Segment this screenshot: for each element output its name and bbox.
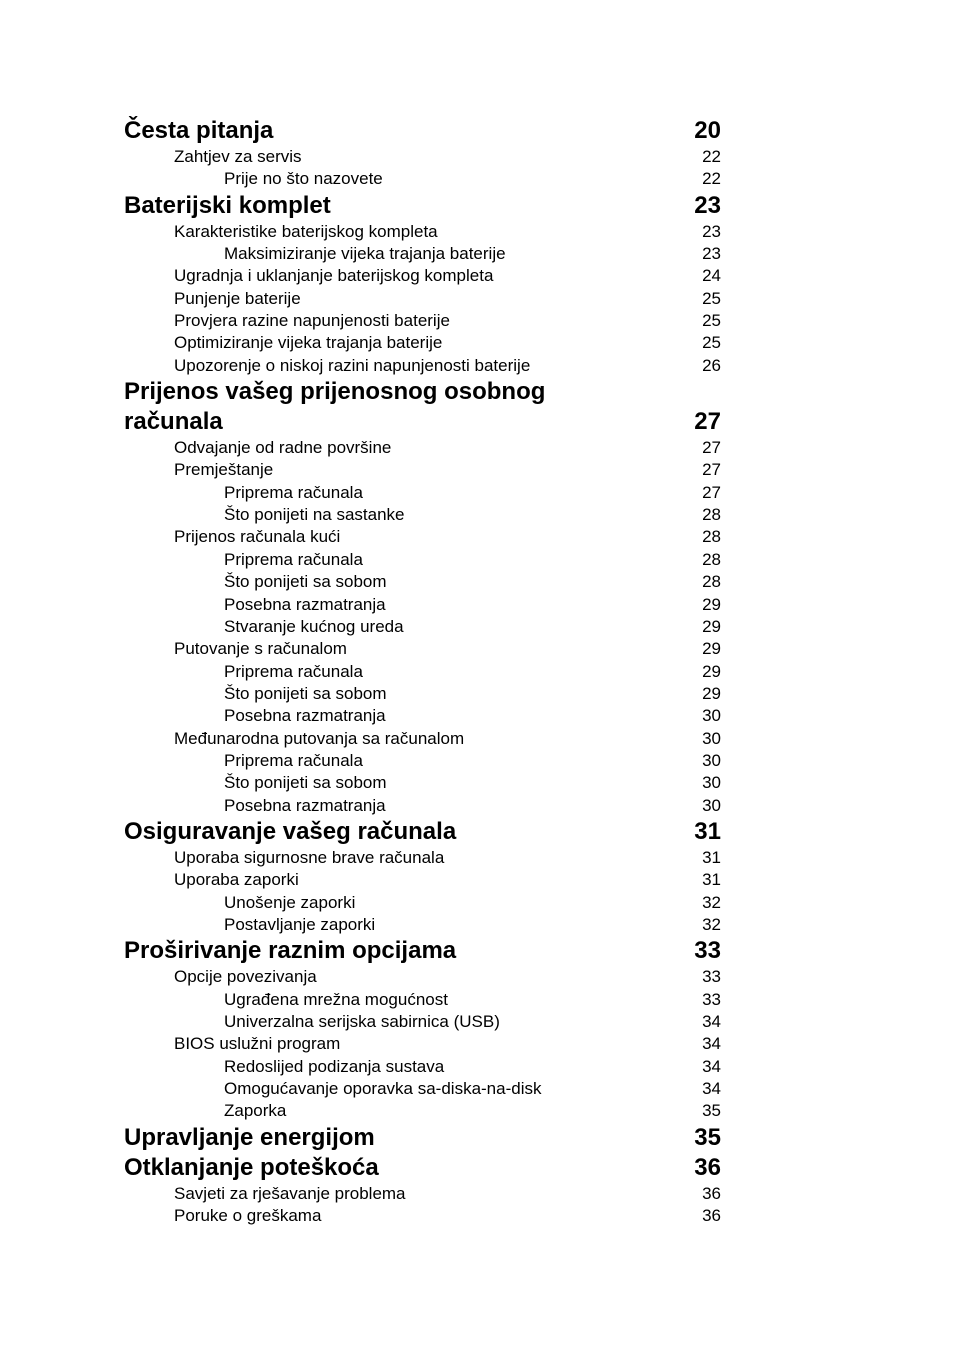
- toc-entry-label: Upozorenje o niskoj razini napunjenosti baterije: [174, 355, 531, 375]
- toc-page-number: 28: [702, 549, 721, 569]
- toc-entry-label: Postavljanje zaporki: [224, 914, 376, 934]
- toc-subsection-entry[interactable]: [124, 989, 721, 1011]
- toc-section-entry[interactable]: [124, 1033, 721, 1055]
- toc-subsection-entry[interactable]: [124, 243, 721, 265]
- toc-page-number: 35: [694, 1123, 721, 1151]
- toc-entry-label: Punjenje baterije: [174, 288, 301, 308]
- toc-entry-label: Univerzalna serijska sabirnica (USB): [224, 1012, 500, 1031]
- toc-chapter-entry[interactable]: [124, 116, 721, 146]
- toc-entry-continuation: [124, 407, 721, 437]
- toc-entry-label: Uporaba sigurnosne brave računala: [174, 847, 445, 867]
- toc-page-number: 24: [702, 266, 721, 286]
- toc-page-number: 31: [694, 817, 721, 845]
- toc-entry-label: Ugradnja i uklanjanje baterijskog kompleta: [174, 266, 494, 286]
- toc-subsection-entry[interactable]: [124, 594, 721, 616]
- toc-section-entry[interactable]: [124, 288, 721, 310]
- toc-section-entry[interactable]: [124, 355, 721, 377]
- toc-page-number: 35: [702, 1101, 721, 1121]
- toc-chapter-entry[interactable]: [124, 1153, 721, 1183]
- toc-section-entry[interactable]: [124, 459, 721, 481]
- toc-page-number: 32: [702, 914, 721, 934]
- toc-section-entry[interactable]: [124, 638, 721, 660]
- toc-entry-label: Prije no što nazovete: [224, 169, 383, 189]
- toc-page-number: 27: [702, 482, 721, 502]
- toc-page-number: 25: [702, 288, 721, 308]
- toc-page-number: 29: [702, 683, 721, 703]
- toc-entry-label: Odvajanje od radne površine: [174, 438, 392, 458]
- toc-subsection-entry[interactable]: [124, 705, 721, 727]
- toc-entry-label: Zaporka: [224, 1101, 287, 1121]
- toc-subsection-entry[interactable]: [124, 750, 721, 772]
- toc-entry-label: Što ponijeti sa sobom: [224, 773, 387, 793]
- toc-entry-label: Redoslijed podizanja sustava: [224, 1056, 445, 1076]
- toc-subsection-entry[interactable]: [124, 914, 721, 936]
- toc-subsection-entry[interactable]: [124, 549, 721, 571]
- toc-subsection-entry[interactable]: [124, 683, 721, 705]
- toc-page-number: 34: [702, 1079, 721, 1099]
- toc-entry-label: Omogućavanje oporavka sa-diska-na-disk: [224, 1079, 542, 1099]
- toc-entry-label: Česta pitanja: [124, 117, 274, 144]
- toc-page-number: 30: [702, 706, 721, 726]
- toc-page-number: 26: [702, 355, 721, 375]
- toc-page-number: 33: [702, 967, 721, 987]
- toc-page-number: 34: [702, 1056, 721, 1076]
- toc-section-entry[interactable]: [124, 310, 721, 332]
- toc-page-number: 23: [702, 221, 721, 241]
- toc-page-number: 25: [702, 311, 721, 331]
- toc-page-number: 27: [702, 438, 721, 458]
- toc-page-number: 28: [702, 572, 721, 592]
- toc-entry-label: Stvaranje kućnog ureda: [224, 616, 404, 636]
- toc-page-number: 30: [702, 795, 721, 815]
- toc-section-entry[interactable]: [124, 869, 721, 891]
- toc-entry-label: Poruke o greškama: [174, 1206, 322, 1226]
- toc-page-number: 30: [702, 773, 721, 793]
- toc-entry-label: Opcije povezivanja: [174, 967, 317, 987]
- toc-chapter-entry[interactable]: [124, 377, 721, 437]
- toc-section-entry[interactable]: [124, 265, 721, 287]
- toc-chapter-entry[interactable]: [124, 936, 721, 966]
- toc-entry-label: Posebna razmatranja: [224, 594, 386, 614]
- toc-section-entry[interactable]: [124, 437, 721, 459]
- toc-entry-label: BIOS uslužni program: [174, 1034, 341, 1054]
- toc-entry-label: Optimiziranje vijeka trajanja baterije: [174, 333, 443, 353]
- toc-page-number: 29: [702, 616, 721, 636]
- toc-subsection-entry[interactable]: [124, 504, 721, 526]
- toc-page-number: 30: [702, 728, 721, 748]
- toc-section-entry[interactable]: [124, 847, 721, 869]
- toc-subsection-entry[interactable]: [124, 1078, 721, 1100]
- toc-entry-label: Što ponijeti sa sobom: [224, 683, 387, 703]
- toc-entry-label: Što ponijeti na sastanke: [224, 505, 405, 525]
- toc-entry-label: Priprema računala: [224, 549, 363, 569]
- toc-entry-label: Priprema računala: [224, 482, 363, 502]
- toc-page-number: 23: [694, 191, 721, 219]
- toc-page-number: 33: [702, 989, 721, 1009]
- toc-subsection-entry[interactable]: [124, 661, 721, 683]
- toc-page-number: 22: [702, 147, 721, 166]
- toc-section-entry[interactable]: [124, 332, 721, 354]
- toc-page-number: 27: [694, 408, 721, 436]
- toc-page-number: 36: [702, 1206, 721, 1226]
- toc-chapter-entry[interactable]: [124, 817, 721, 847]
- toc-page-number: 29: [702, 639, 721, 659]
- toc-chapter-entry[interactable]: [124, 1123, 721, 1153]
- toc-section-entry[interactable]: [124, 966, 721, 988]
- toc-entry-label: Unošenje zaporki: [224, 892, 356, 912]
- toc-entry-label: Prijenos vašeg prijenosnog osobnog: [124, 378, 546, 406]
- toc-entry-label: Posebna razmatranja: [224, 795, 386, 815]
- toc-entry-label: Priprema računala: [224, 661, 363, 681]
- toc-page-number: 20: [694, 117, 721, 144]
- toc-subsection-entry[interactable]: [124, 168, 721, 190]
- toc-entry-label: Zahtjev za servis: [174, 147, 302, 166]
- toc-page-number: 22: [702, 169, 721, 189]
- toc-page-number: 36: [702, 1183, 721, 1203]
- toc-subsection-entry[interactable]: [124, 772, 721, 794]
- toc-page-number: 29: [702, 594, 721, 614]
- toc-page-number: 34: [702, 1034, 721, 1054]
- toc-subsection-entry[interactable]: [124, 571, 721, 593]
- toc-entry-label: Premještanje: [174, 460, 274, 480]
- toc-entry-label: Savjeti za rješavanje problema: [174, 1183, 406, 1203]
- toc-entry-label: Baterijski komplet: [124, 191, 331, 219]
- toc-page-number: 27: [702, 460, 721, 480]
- toc-section-entry[interactable]: [124, 526, 721, 548]
- toc-subsection-entry[interactable]: [124, 1056, 721, 1078]
- toc-page-number: 31: [702, 870, 721, 890]
- toc-entry-label: Međunarodna putovanja sa računalom: [174, 728, 465, 748]
- toc-subsection-entry[interactable]: [124, 892, 721, 914]
- toc-subsection-entry[interactable]: [124, 616, 721, 638]
- toc-section-entry[interactable]: [124, 1205, 721, 1227]
- toc-entry-label: Uporaba zaporki: [174, 870, 299, 890]
- toc-section-entry[interactable]: [124, 1183, 721, 1205]
- toc-chapter-entry[interactable]: [124, 191, 721, 221]
- toc-section-entry[interactable]: [124, 146, 721, 168]
- toc-entry-label: Priprema računala: [224, 750, 363, 770]
- toc-entry-label: Proširivanje raznim opcijama: [124, 937, 457, 965]
- toc-page-number: 32: [702, 892, 721, 912]
- toc-section-entry[interactable]: [124, 728, 721, 750]
- table-of-contents: [124, 116, 721, 1227]
- toc-page-number: 28: [702, 527, 721, 547]
- toc-page-number: 30: [702, 750, 721, 770]
- toc-subsection-entry[interactable]: [124, 482, 721, 504]
- toc-subsection-entry[interactable]: [124, 1100, 721, 1122]
- toc-entry-label: Što ponijeti sa sobom: [224, 572, 387, 592]
- toc-entry-label: Provjera razine napunjenosti baterije: [174, 311, 450, 331]
- toc-entry-label: Ugrađena mrežna mogućnost: [224, 989, 448, 1009]
- toc-entry-label: Putovanje s računalom: [174, 639, 347, 659]
- toc-entry-label: Maksimiziranje vijeka trajanja baterije: [224, 244, 506, 264]
- toc-entry-label: Karakteristike baterijskog kompleta: [174, 221, 438, 241]
- toc-entry-label: Otklanjanje poteškoća: [124, 1153, 379, 1181]
- toc-page-number: 31: [702, 847, 721, 867]
- toc-entry-label: Osiguravanje vašeg računala: [124, 817, 457, 845]
- toc-page-number: 34: [702, 1012, 721, 1031]
- toc-entry-label-continued: računala: [124, 408, 223, 436]
- toc-page-number: 36: [694, 1153, 721, 1181]
- toc-subsection-entry[interactable]: [124, 795, 721, 817]
- toc-page-number: 29: [702, 661, 721, 681]
- toc-entry-label: Prijenos računala kući: [174, 527, 341, 547]
- toc-subsection-entry[interactable]: [124, 1011, 721, 1033]
- toc-page-number: 25: [702, 333, 721, 353]
- toc-page-number: 33: [694, 937, 721, 965]
- toc-page-number: 23: [702, 244, 721, 264]
- toc-entry-label: Posebna razmatranja: [224, 706, 386, 726]
- toc-entry-label: Upravljanje energijom: [124, 1123, 375, 1151]
- toc-section-entry[interactable]: [124, 221, 721, 243]
- toc-page-number: 28: [702, 505, 721, 525]
